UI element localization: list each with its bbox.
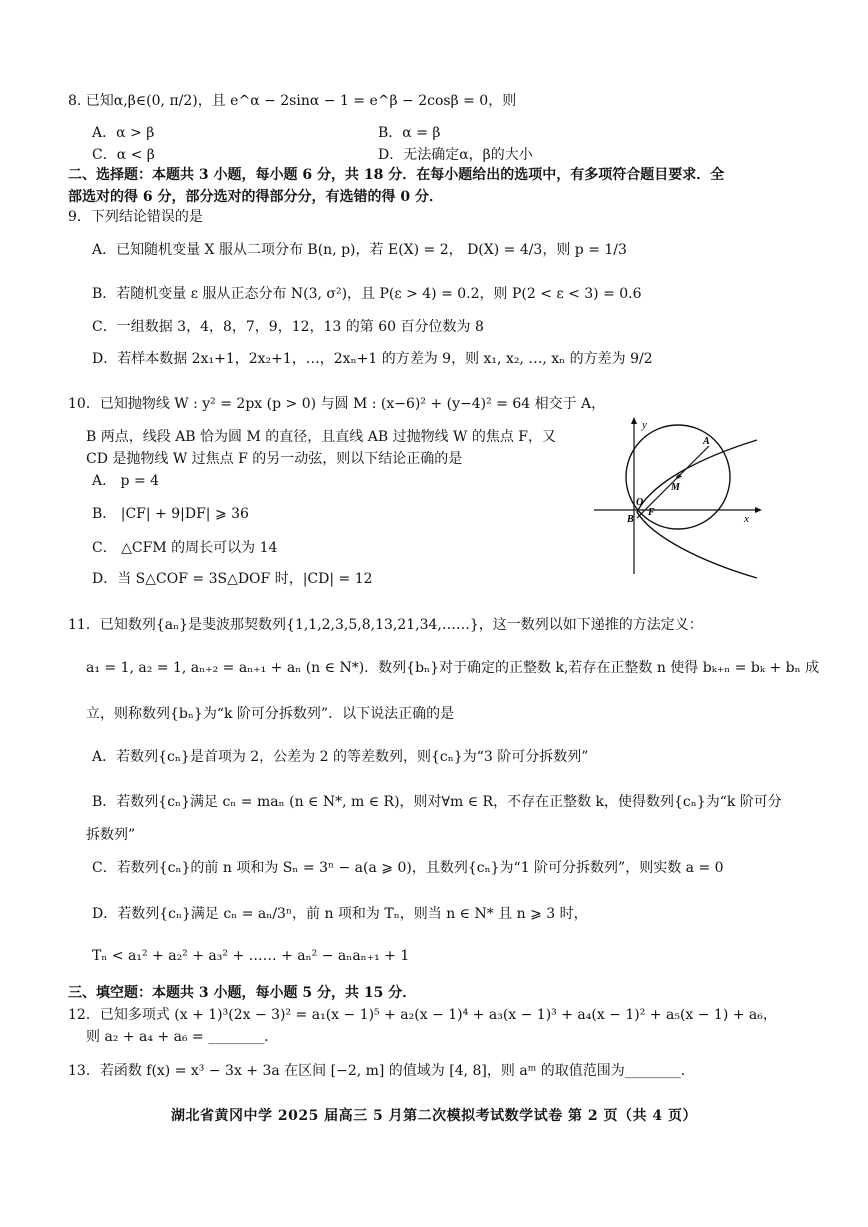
label-B: B xyxy=(627,514,634,525)
text-line: 三、填空题：本题共 3 小题，每小题 5 分，共 15 分． xyxy=(68,985,417,1001)
text-line: A．α > β xyxy=(92,125,155,141)
text-line: 拆数列” xyxy=(86,827,136,843)
text-line: C．若数列{cₙ}的前 n 项和为 Sₙ = 3ⁿ − a(a ⩾ 0)，且数列{cₙ}为“1 阶可分拆数列”，则实数 a = 0 xyxy=(92,860,724,876)
text-line: D．若数列{cₙ}满足 cₙ = aₙ/3ⁿ，前 n 项和为 Tₙ，则当 n ∈ N* 且 n ⩾ 3 时， xyxy=(92,906,588,922)
label-A: A xyxy=(703,436,710,447)
parabola-circle-figure xyxy=(592,412,767,582)
text-line: Tₙ < a₁² + a₂² + a₃² + …… + aₙ² − aₙaₙ₊₁ + 1 xyxy=(92,948,410,964)
text-line: 立，则称数列{bₙ}为“k 阶可分拆数列”．以下说法正确的是 xyxy=(86,706,455,722)
text-line: 11．已知数列{aₙ}是斐波那契数列{1,1,2,3,5,8,13,21,34,……}，这一数列以如下递推的方法定义： xyxy=(68,617,703,633)
text-line: B．若数列{cₙ}满足 cₙ = maₙ (n ∈ N*, m ∈ R)，则对∀m ∈ R，不存在正整数 k，使得数列{cₙ}为“k 阶可分 xyxy=(92,794,782,810)
label-O: O xyxy=(636,497,644,508)
center-M-point xyxy=(676,475,679,478)
label-M: M xyxy=(671,482,680,493)
x-axis-arrow xyxy=(755,507,762,513)
text-line: 8. 已知α,β∈(0, π/2)，且 e^α − 2sinα − 1 = e^β − 2cosβ = 0，则 xyxy=(68,93,517,109)
text-line: 13．若函数 f(x) = x³ − 3x + 3a 在区间 [−2, m] 的值域为 [4, 8]，则 aᵐ 的取值范围为________． xyxy=(68,1063,695,1079)
text-line: A． p = 4 xyxy=(92,473,160,489)
text-line: B 两点，线段 AB 恰为圆 M 的直径，且直线 AB 过抛物线 W 的焦点 F，又 xyxy=(86,429,557,445)
text-line: C．一组数据 3，4，8，7，9，12，13 的第 60 百分位数为 8 xyxy=(92,319,484,335)
text-line: a₁ = 1, a₂ = 1, aₙ₊₂ = aₙ₊₁ + aₙ (n ∈ N*)．数列{bₙ}对于确定的正整数 k,若存在正整数 n 使得 bₖ₊ₙ = bₖ + bₙ 成 xyxy=(86,660,820,676)
label-y: y xyxy=(642,419,647,431)
text-line: A．已知随机变量 X 服从二项分布 B(n, p)，若 E(X) = 2， D(X) = 4/3，则 p = 1/3 xyxy=(92,242,627,258)
text-line: D．当 S△COF = 3S△DOF 时，|CD| = 12 xyxy=(92,571,373,587)
text-line: B．若随机变量 ε 服从正态分布 N(3, σ²)，且 P(ε > 4) = 0.2，则 P(2 < ε < 3) = 0.6 xyxy=(92,286,642,302)
label-x: x xyxy=(744,513,749,525)
text-line: 12．已知多项式 (x + 1)³(2x − 3)² = a₁(x − 1)⁵ + a₂(x − 1)⁴ + a₃(x − 1)³ + a₄(x − 1)² + a₅(x − 1) + a₆， xyxy=(68,1007,777,1023)
text-line: A．若数列{cₙ}是首项为 2，公差为 2 的等差数列，则{cₙ}为“3 阶可分拆数列” xyxy=(92,749,589,765)
text-line: B． |CF| + 9|DF| ⩾ 36 xyxy=(92,506,249,522)
text-line: C．α < β xyxy=(92,147,155,163)
page-footer: 湖北省黄冈中学 2025 届高三 5 月第二次模拟考试数学试卷 第 2 页（共 4 页） xyxy=(170,1108,698,1124)
text-line: CD 是抛物线 W 过焦点 F 的另一动弦，则以下结论正确的是 xyxy=(86,451,463,467)
label-F: F xyxy=(648,507,655,518)
text-line: 则 a₂ + a₄ + a₆ = ________． xyxy=(86,1029,279,1045)
text-line: B．α = β xyxy=(378,125,441,141)
text-line: D．若样本数据 2x₁+1，2x₂+1，…，2xₙ+1 的方差为 9，则 x₁, x₂, …, xₙ 的方差为 9/2 xyxy=(92,351,653,367)
text-line: 10．已知抛物线 W : y² = 2px (p > 0) 与圆 M : (x−6)² + (y−4)² = 64 相交于 A， xyxy=(68,396,606,412)
y-axis-arrow xyxy=(631,417,637,424)
text-line: 部选对的得 6 分，部分选对的得部分分，有选错的得 0 分． xyxy=(68,189,443,205)
text-line: 9．下列结论错误的是 xyxy=(68,209,203,225)
text-line: 二、选择题：本题共 3 小题，每小题 6 分，共 18 分．在每小题给出的选项中，有多项符合题目要求．全 xyxy=(68,167,725,183)
parabola-W xyxy=(637,440,757,578)
text-line: C． △CFM 的周长可以为 14 xyxy=(92,540,278,556)
text-line: D．无法确定α，β的大小 xyxy=(378,147,533,163)
